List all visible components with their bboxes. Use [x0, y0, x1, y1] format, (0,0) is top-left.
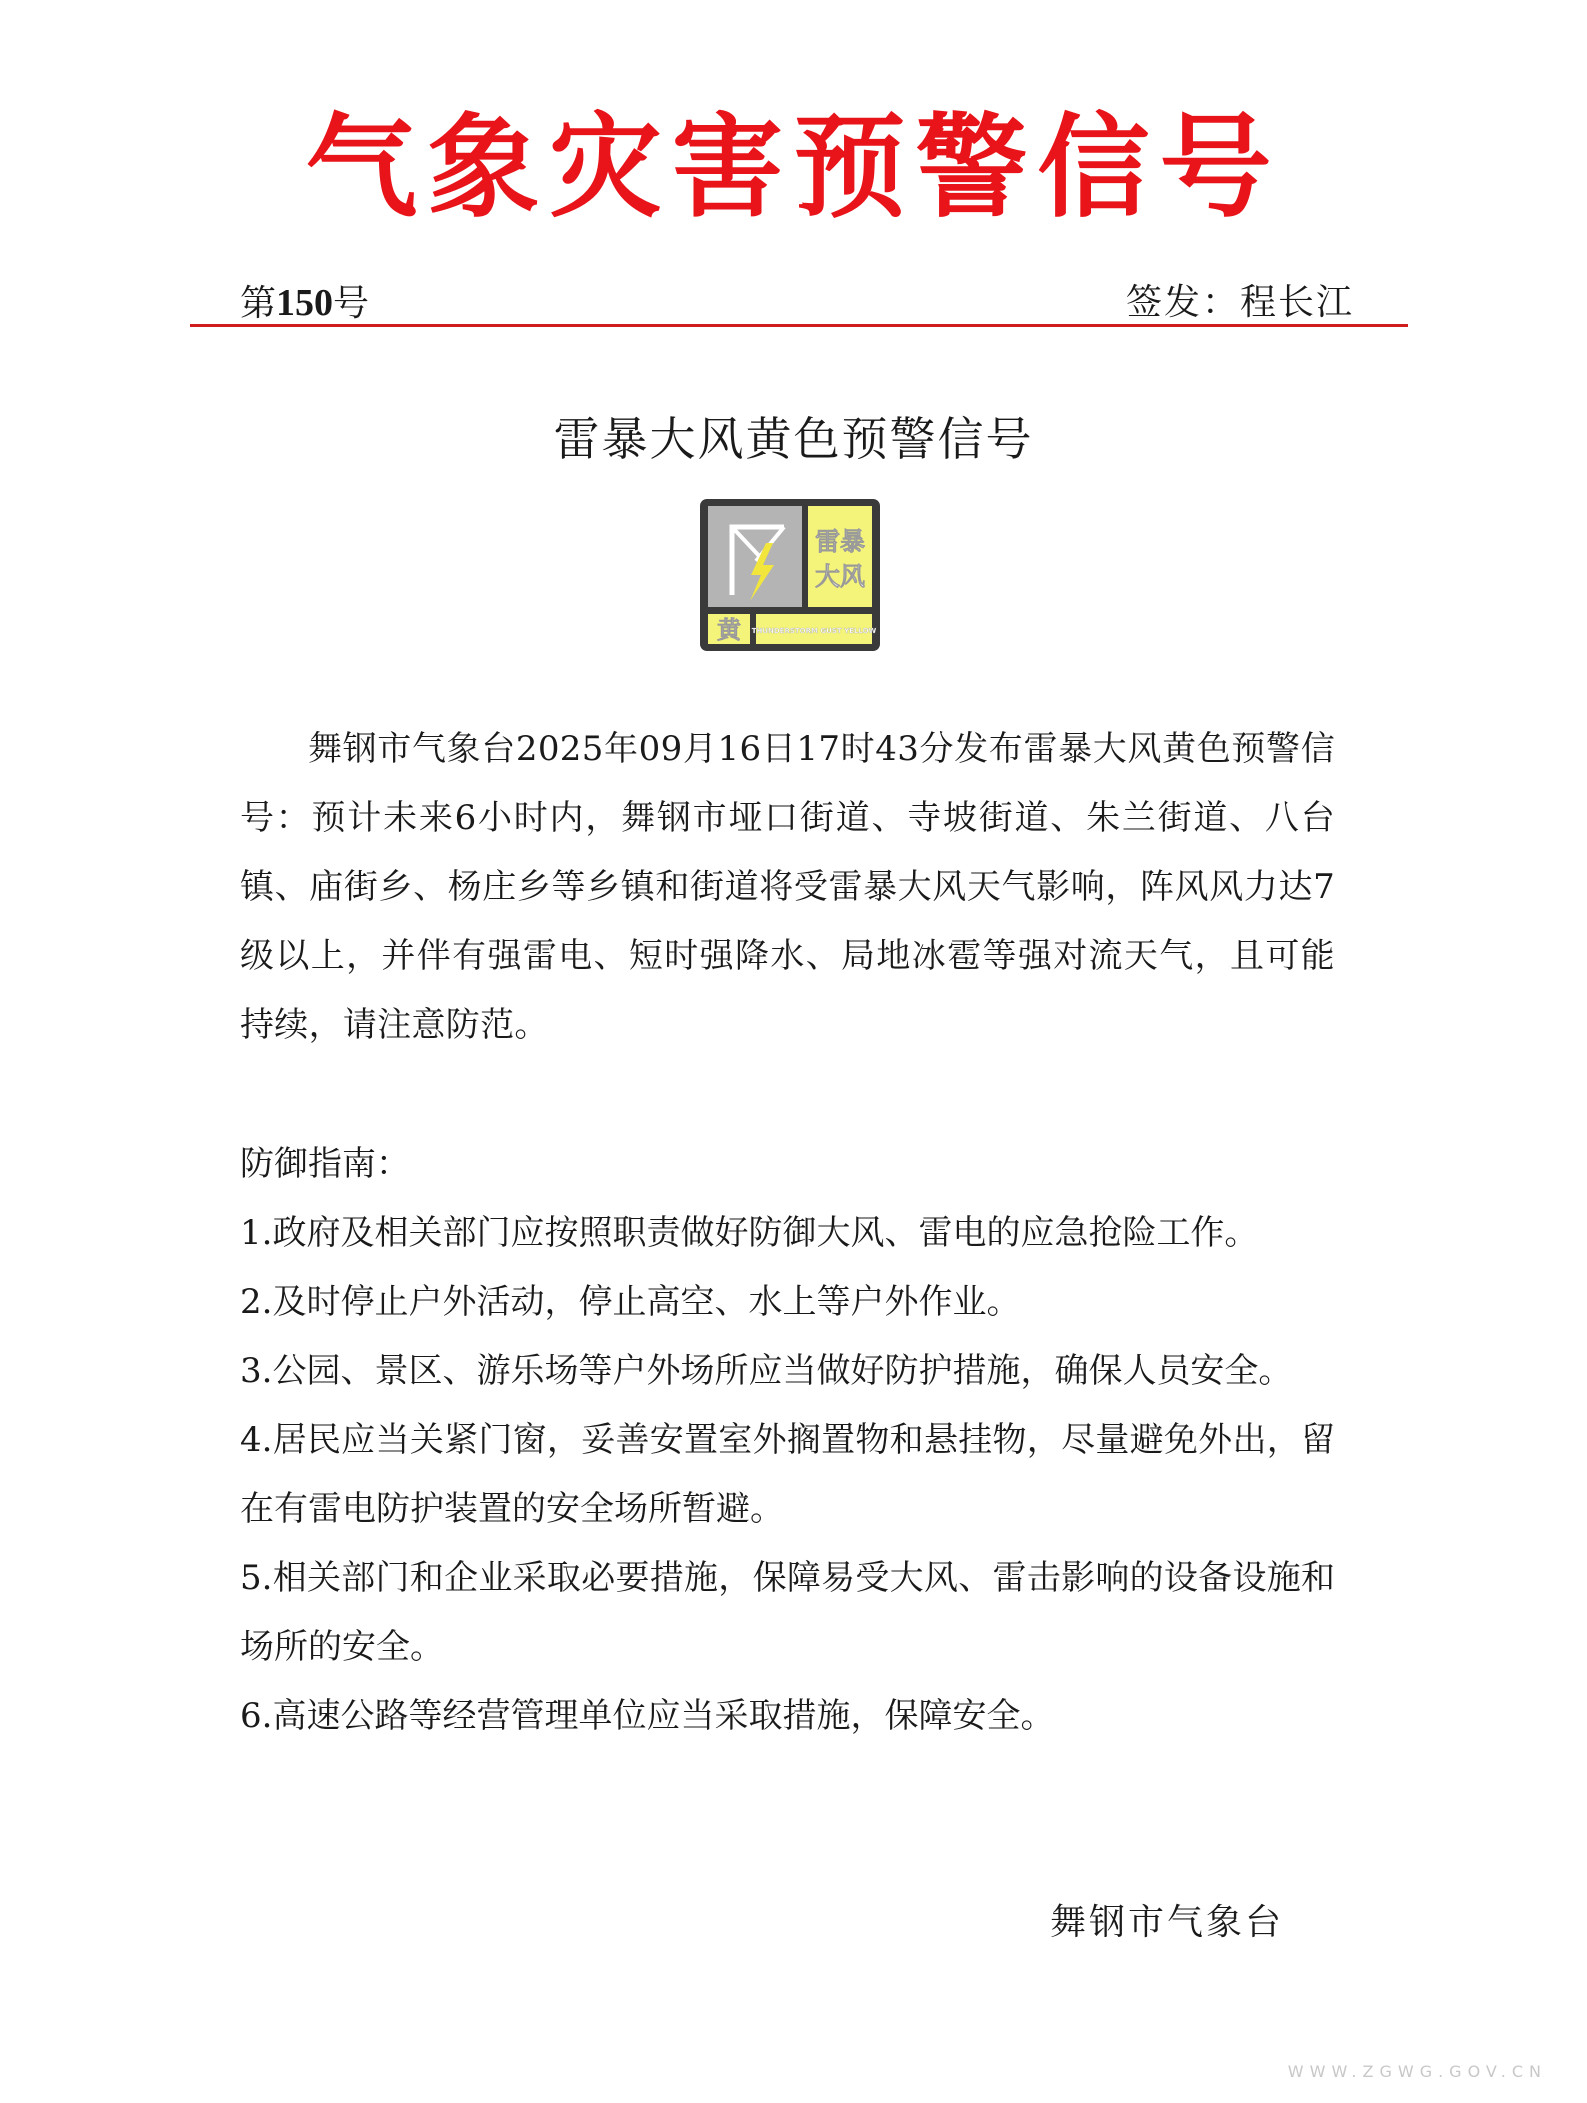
guide-item: 4.居民应当关紧门窗，妥善安置室外搁置物和悬挂物，尽量避免外出，留在有雷电防护装置的安全场所暂避。	[240, 1420, 1335, 1529]
guide-list	[240, 1199, 1335, 1751]
header-divider	[190, 324, 1408, 327]
issuer-signature: 舞钢市气象台	[1049, 1902, 1284, 1943]
warning-signal-badge	[698, 497, 882, 653]
badge-label-panel	[808, 506, 872, 607]
badge-label-bottom: 大风	[814, 562, 866, 591]
document-title: 雷暴大风黄色预警信号	[553, 412, 1034, 466]
guide-item: 2.及时停止户外活动，停止高空、水上等户外作业。	[240, 1282, 1021, 1322]
guide-item: 3.公园、景区、游乐场等户外场所应当做好防护措施，确保人员安全。	[240, 1351, 1293, 1391]
signer-name: 程长江	[1239, 282, 1354, 323]
site-watermark: WWW.ZGWG.GOV.CN	[1287, 2062, 1547, 2081]
guide-item: 5.相关部门和企业采取必要措施，保障易受大风、雷击影响的设备设施和场所的安全。	[240, 1558, 1335, 1667]
guide-item: 1.政府及相关部门应按照职责做好防御大风、雷电的应急抢险工作。	[240, 1213, 1259, 1253]
signer-label: 签发：	[1125, 282, 1240, 323]
badge-label-top: 雷暴	[814, 527, 866, 556]
issue-number-value: 150	[276, 282, 334, 324]
announcement-paragraph: 舞钢市气象台2025年09月16日17时43分发布雷暴大风黄色预警信号：预计未来6小时内，舞钢市垭口街道、寺坡街道、朱兰街道、八台镇、庙街乡、杨庄乡等乡镇和街道将受雷暴大风天气影响，阵风风力达7级以上，并伴有强雷电、短时强降水、局地冰雹等强对流天气，且可能持续，请注意防范。	[240, 729, 1335, 1045]
issue-prefix: 第	[240, 283, 277, 324]
issue-number	[240, 283, 369, 324]
badge-english-label: THUNDERSTORM GUST YELLOW	[751, 627, 877, 635]
issue-suffix: 号	[333, 283, 370, 324]
guide-item: 6.高速公路等经营管理单位应当采取措施，保障安全。	[240, 1696, 1055, 1736]
banner-title: 气象灾害预警信号	[305, 103, 1282, 233]
signer	[1126, 283, 1354, 323]
badge-level-label: 黄	[717, 616, 741, 644]
guide-heading: 防御指南：	[240, 1144, 410, 1184]
